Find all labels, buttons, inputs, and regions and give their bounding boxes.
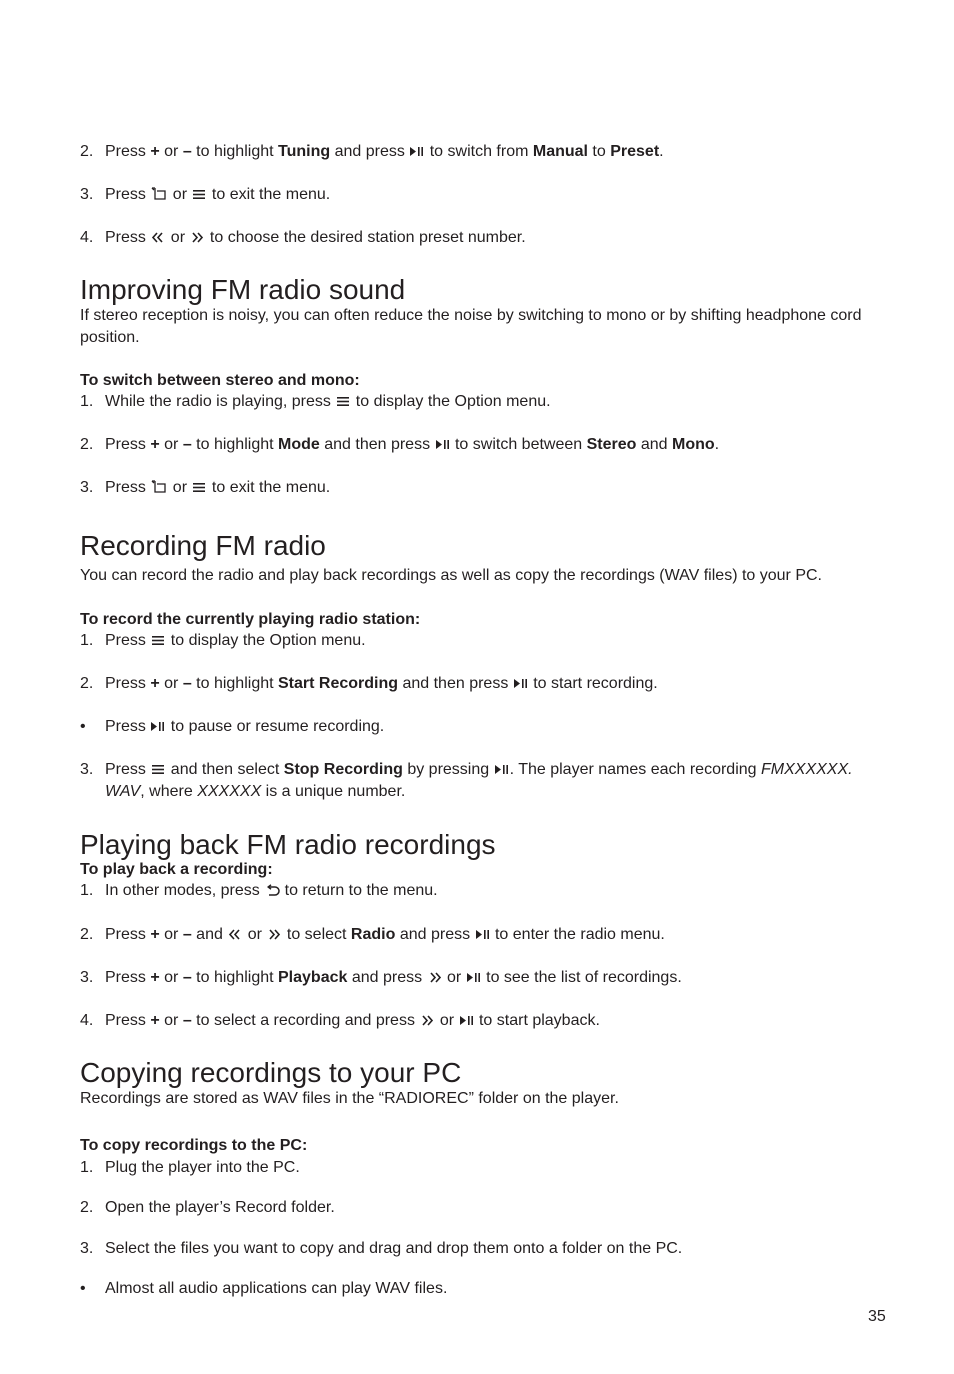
- step-text: to see the list of recordings.: [481, 969, 682, 986]
- step-2-tuning: [80, 141, 880, 163]
- step-text: While the radio is playing, press: [105, 393, 336, 410]
- step-text: Press: [105, 143, 151, 160]
- step-text: and press: [347, 969, 427, 986]
- step-number: 3.: [80, 969, 94, 986]
- step-text: to: [587, 143, 611, 160]
- step-text: to exit the menu.: [207, 479, 331, 496]
- play-pause-icon: [409, 145, 425, 158]
- plus-key: +: [150, 1012, 160, 1029]
- step-text: or: [243, 926, 267, 943]
- step-text: Press: [105, 969, 151, 986]
- step-number: 1.: [80, 1159, 94, 1176]
- step-number: 1.: [80, 882, 94, 899]
- step-4-preset: [80, 227, 880, 249]
- step-text: Press: [105, 632, 151, 649]
- step-number: 2.: [80, 675, 94, 692]
- menu-icon: [191, 481, 207, 494]
- subheading: To record the currently playing radio station:: [80, 611, 421, 628]
- step-number: 2.: [80, 436, 94, 453]
- step-2-mode: [80, 434, 880, 456]
- step-number: 2.: [80, 926, 94, 943]
- step-3-drag-drop: [80, 1238, 880, 1260]
- step-text: to select: [282, 926, 351, 943]
- step-1-return: [80, 880, 880, 902]
- step-3-exit: [80, 184, 880, 206]
- step-number: 4.: [80, 229, 94, 246]
- step-text: , where: [140, 783, 198, 800]
- forward-icon: [419, 1014, 435, 1027]
- step-text: and then press: [319, 436, 435, 453]
- step-2-open-folder: [80, 1197, 880, 1219]
- bullet-wav: [80, 1278, 880, 1300]
- menu-icon: [191, 188, 207, 201]
- subheading: To play back a recording:: [80, 861, 273, 878]
- section-heading: Copying recordings to your PC: [80, 1057, 462, 1088]
- file-number-pattern: XXXXXX: [197, 783, 262, 800]
- step-text: to exit the menu.: [207, 186, 331, 203]
- step-number: 1.: [80, 393, 94, 410]
- play-pause-icon: [459, 1014, 475, 1027]
- rewind-icon: [227, 928, 243, 941]
- page-number: 35: [868, 1308, 886, 1325]
- minus-key: –: [182, 1012, 192, 1029]
- step-text: to highlight: [191, 436, 278, 453]
- step-number: 4.: [80, 1012, 94, 1029]
- return-icon: [264, 884, 280, 897]
- step-text: or: [159, 675, 183, 692]
- step-text: to enter the radio menu.: [490, 926, 665, 943]
- forward-icon: [266, 928, 282, 941]
- minus-key: –: [182, 969, 192, 986]
- minus-key: –: [182, 926, 192, 943]
- step-text: or: [166, 229, 190, 246]
- option-radio: Radio: [350, 926, 396, 943]
- step-text: to display the Option menu.: [351, 393, 551, 410]
- step-text: is a unique number.: [261, 783, 406, 800]
- step-text: Press: [105, 186, 151, 203]
- step-text: and: [191, 926, 228, 943]
- step-1-plug: [80, 1157, 880, 1179]
- step-text: Press: [105, 479, 151, 496]
- plus-key: +: [150, 926, 160, 943]
- step-text: to highlight: [191, 143, 278, 160]
- step-text: Press: [105, 229, 151, 246]
- minus-key: –: [182, 143, 192, 160]
- step-text: or: [435, 1012, 459, 1029]
- step-text: and then press: [398, 675, 513, 692]
- step-text: Press: [105, 1012, 151, 1029]
- forward-icon: [189, 231, 205, 244]
- step-text: to choose the desired station preset number.: [205, 229, 526, 246]
- bullet-mark: •: [80, 718, 86, 735]
- step-text: or: [159, 143, 183, 160]
- step-4-start-playback: [80, 1010, 880, 1032]
- step-text: or: [159, 436, 183, 453]
- subheading: To switch between stereo and mono:: [80, 372, 360, 389]
- plus-key: +: [150, 143, 160, 160]
- step-text: Almost all audio applications can play WAV files.: [105, 1280, 448, 1297]
- step-text: Press: [105, 436, 151, 453]
- step-number: 1.: [80, 632, 94, 649]
- step-text: to highlight: [191, 675, 278, 692]
- file-extension: WAV: [105, 783, 141, 800]
- step-1-option-menu: [80, 630, 880, 652]
- play-pause-icon: [513, 677, 529, 690]
- minus-key: –: [182, 675, 192, 692]
- plus-key: +: [150, 436, 160, 453]
- option-stereo: Stereo: [586, 436, 637, 453]
- step-text: or: [159, 926, 183, 943]
- step-text: to start recording.: [528, 675, 658, 692]
- step-number: 2.: [80, 1199, 94, 1216]
- step-1-option-menu: [80, 391, 880, 413]
- menu-icon: [335, 395, 351, 408]
- step-text: and press: [395, 926, 475, 943]
- step-text: In other modes, press: [105, 882, 265, 899]
- play-pause-icon: [435, 438, 451, 451]
- step-text: to pause or resume recording.: [166, 718, 385, 735]
- step-text: to highlight: [191, 969, 278, 986]
- option-stop-recording: Stop Recording: [283, 761, 403, 778]
- step-text: by pressing: [402, 761, 494, 778]
- step-3-stop-recording: [80, 759, 880, 803]
- plus-key: +: [150, 969, 160, 986]
- option-mono: Mono: [672, 436, 715, 453]
- step-3-exit: [80, 477, 880, 499]
- option-preset: Preset: [610, 143, 660, 160]
- step-text: Press: [105, 675, 151, 692]
- step-text: Plug the player into the PC.: [105, 1159, 300, 1176]
- rewind-icon: [150, 231, 166, 244]
- step-text: to switch between: [450, 436, 587, 453]
- step-text: to switch from: [425, 143, 533, 160]
- section-heading: Recording FM radio: [80, 530, 326, 561]
- step-number: 2.: [80, 143, 94, 160]
- step-text: Select the files you want to copy and drag and drop them onto a folder on the PC.: [105, 1240, 683, 1257]
- option-mode: Mode: [278, 436, 320, 453]
- option-tuning: Tuning: [278, 143, 331, 160]
- step-text: or: [159, 969, 183, 986]
- step-text: Press: [105, 926, 151, 943]
- file-name-pattern: FMXXXXXX.: [761, 761, 853, 778]
- step-text: . The player names each recording: [509, 761, 761, 778]
- play-pause-icon: [466, 971, 482, 984]
- play-pause-icon: [475, 928, 491, 941]
- plus-key: +: [150, 675, 160, 692]
- step-number: 3.: [80, 761, 94, 778]
- step-3-playback: [80, 967, 880, 989]
- section-heading: Improving FM radio sound: [80, 274, 406, 305]
- step-text: .: [659, 143, 664, 160]
- step-text: Press: [105, 718, 151, 735]
- step-text: and: [636, 436, 672, 453]
- step-number: 3.: [80, 1240, 94, 1257]
- bullet-mark: •: [80, 1280, 86, 1297]
- bullet-pause: [80, 716, 880, 738]
- menu-icon: [150, 763, 166, 776]
- subheading: To copy recordings to the PC:: [80, 1137, 308, 1154]
- minus-key: –: [182, 436, 192, 453]
- play-pause-icon: [150, 720, 166, 733]
- step-text: Open the player’s Record folder.: [105, 1199, 335, 1216]
- forward-icon: [427, 971, 443, 984]
- step-text: and press: [330, 143, 410, 160]
- section-intro: If stereo reception is noisy, you can often reduce the noise by switching to mono or by shifting headphone cord position.: [80, 307, 862, 346]
- step-text: or: [168, 186, 192, 203]
- option-start-recording: Start Recording: [278, 675, 399, 692]
- step-2-start-recording: [80, 673, 880, 695]
- step-text: and then select: [166, 761, 284, 778]
- section-intro: You can record the radio and play back recordings as well as copy the recordings (WAV files) to your PC.: [80, 567, 822, 584]
- play-pause-icon: [494, 763, 510, 776]
- step-text: or: [168, 479, 192, 496]
- step-text: Press: [105, 761, 151, 778]
- step-text: .: [714, 436, 720, 453]
- back-icon: [150, 187, 168, 201]
- step-number: 3.: [80, 479, 94, 496]
- back-icon: [150, 480, 168, 494]
- menu-icon: [150, 634, 166, 647]
- step-text: to start playback.: [474, 1012, 600, 1029]
- step-text: to return to the menu.: [280, 882, 438, 899]
- option-playback: Playback: [278, 969, 348, 986]
- step-text: to select a recording and press: [191, 1012, 420, 1029]
- option-manual: Manual: [532, 143, 588, 160]
- section-heading: Playing back FM radio recordings: [80, 829, 496, 860]
- step-number: 3.: [80, 186, 94, 203]
- step-text: or: [159, 1012, 183, 1029]
- section-intro: Recordings are stored as WAV files in the “RADIOREC” folder on the player.: [80, 1090, 619, 1107]
- step-text: or: [442, 969, 466, 986]
- step-2-select-radio: [80, 924, 880, 946]
- step-text: to display the Option menu.: [166, 632, 366, 649]
